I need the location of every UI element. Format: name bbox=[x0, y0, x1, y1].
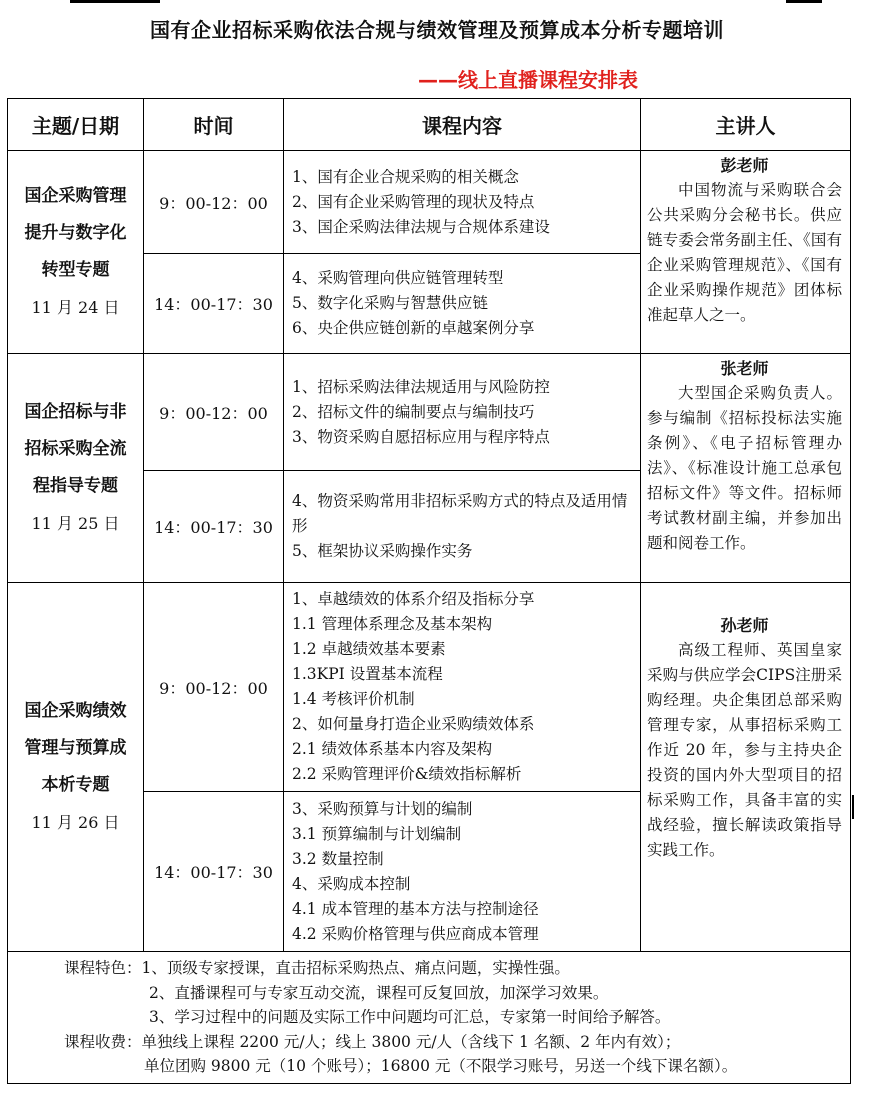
feature-item: 1、顶级专家授课，直击招标采购热点、痛点问题，实操性强。 bbox=[141, 959, 570, 977]
topic-line: 本析专题 bbox=[41, 775, 110, 795]
course-item: 4、采购管理向供应链管理转型 bbox=[292, 269, 504, 287]
column-header-teacher: 主讲人 bbox=[641, 99, 851, 151]
session-time: 14：00-17：30 bbox=[144, 471, 284, 583]
table-row bbox=[8, 583, 851, 792]
topic-line: 国企招标与非 bbox=[24, 402, 127, 422]
page-edge-mark-right bbox=[786, 0, 822, 3]
table-row bbox=[8, 151, 851, 254]
notes-row bbox=[8, 952, 851, 1084]
page-subtitle: ——线上直播课程安排表 bbox=[418, 68, 638, 92]
course-item: 2.1 绩效体系基本内容及架构 bbox=[292, 740, 493, 758]
session-content bbox=[284, 151, 641, 254]
course-item: 1、国有企业合规采购的相关概念 bbox=[292, 167, 519, 186]
topic-line: 管理与预算成 bbox=[24, 738, 127, 758]
session-content bbox=[284, 471, 641, 583]
course-item: 3.1 预算编制与计划编制 bbox=[292, 824, 462, 843]
topic-date: 11 月 25 日 bbox=[31, 514, 120, 533]
feature-item: 3、学习过程中的问题及实际工作中问题均可汇总，专家第一时间给予解答。 bbox=[149, 1008, 671, 1026]
course-item: 3.2 数量控制 bbox=[292, 849, 384, 868]
topic-line: 提升与数字化 bbox=[24, 223, 127, 243]
topic-date: 11 月 26 日 bbox=[31, 813, 120, 832]
fee-label: 课程收费： bbox=[64, 1032, 142, 1051]
session-time: 9：00-12：00 bbox=[144, 583, 284, 792]
session-content bbox=[284, 583, 641, 792]
fee-item: 单独线上课程 2200 元/人；线上 3800 元/人（含线下 1 名额、2 年内有效）； bbox=[141, 1032, 681, 1051]
column-header-time: 时间 bbox=[144, 99, 284, 151]
course-item: 1、卓越绩效的体系介绍及指标分享 bbox=[292, 590, 535, 608]
course-item: 3、采购预算与计划的编制 bbox=[292, 799, 473, 818]
teacher-bio: 大型国企采购负责人。参与编制《招标投标法实施条例》、《电子招标管理办法》、《标准设计施工总承包招标文件》等文件。招标师考试教材副主编，并参加出题和阅卷工作。 bbox=[647, 384, 842, 552]
page-title: 国有企业招标采购依法合规与绩效管理及预算成本分析专题培训 bbox=[150, 18, 724, 42]
cursor-mark bbox=[852, 795, 854, 819]
session-time: 9：00-12：00 bbox=[144, 354, 284, 471]
course-item: 1.2 卓越绩效基本要素 bbox=[292, 640, 446, 658]
table-header-row bbox=[8, 99, 851, 151]
session-time: 14：00-17：30 bbox=[144, 792, 284, 952]
topic-line: 招标采购全流 bbox=[24, 439, 127, 459]
course-item: 2.2 采购管理评价&绩效指标解析 bbox=[292, 765, 522, 783]
course-item: 4.2 采购价格管理与供应商成本管理 bbox=[292, 924, 539, 943]
course-item: 2、国有企业采购管理的现状及特点 bbox=[292, 192, 535, 211]
teacher-name: 孙老师 bbox=[720, 616, 769, 635]
teacher-cell bbox=[641, 583, 851, 952]
topic-cell bbox=[8, 151, 144, 354]
course-item: 2、如何量身打造企业采购绩效体系 bbox=[292, 715, 535, 733]
course-item: 5、框架协议采购操作实务 bbox=[292, 542, 473, 560]
column-header-topic: 主题/日期 bbox=[8, 99, 144, 151]
teacher-name: 张老师 bbox=[720, 359, 769, 378]
course-item: 5、数字化采购与智慧供应链 bbox=[292, 294, 488, 312]
course-item: 1、招标采购法律法规适用与风险防控 bbox=[292, 377, 550, 396]
feature-item: 2、直播课程可与专家互动交流，课程可反复回放，加深学习效果。 bbox=[149, 983, 609, 1002]
topic-line: 国企采购绩效 bbox=[24, 701, 127, 721]
course-item: 3、国企采购法律法规与合规体系建设 bbox=[292, 217, 550, 236]
column-header-content: 课程内容 bbox=[284, 99, 641, 151]
session-time: 9：00-12：00 bbox=[144, 151, 284, 254]
table-row bbox=[8, 354, 851, 471]
features-label: 课程特色： bbox=[64, 959, 142, 977]
features-line bbox=[14, 956, 846, 981]
fee-item: 单位团购 9800 元（10 个账号）；16800 元（不限学习账号，另送一个线下课名额）。 bbox=[144, 1057, 738, 1075]
topic-cell bbox=[8, 583, 144, 952]
course-item: 4、采购成本控制 bbox=[292, 874, 411, 893]
topic-line: 转型专题 bbox=[41, 260, 110, 280]
course-item: 3、物资采购自愿招标应用与程序特点 bbox=[292, 427, 550, 446]
fee-line bbox=[14, 1030, 846, 1055]
teacher-name: 彭老师 bbox=[720, 156, 769, 175]
session-content bbox=[284, 254, 641, 354]
course-item: 1.4 考核评价机制 bbox=[292, 690, 415, 708]
teacher-bio: 中国物流与采购联合会公共采购分会秘书长。供应链专委会常务副主任、《国有企业采购管理规范》、《国有企业采购操作规范》团体标准起草人之一。 bbox=[647, 181, 842, 324]
schedule-table bbox=[7, 98, 851, 1084]
course-item: 4、物资采购常用非招标采购方式的特点及适用情形 bbox=[292, 492, 628, 535]
teacher-bio: 高级工程师、英国皇家采购与供应学会CIPS注册采购经理。央企集团总部采购管理专家，从事招标采购工作近 20 年，参与主持央企投资的国内外大型项目的招标采购工作，具备丰富的实战经验，擅长解读政策指导实践工作。 bbox=[647, 641, 842, 859]
course-item: 1.1 管理体系理念及基本架构 bbox=[292, 615, 493, 633]
session-content bbox=[284, 354, 641, 471]
teacher-cell bbox=[641, 354, 851, 583]
teacher-cell bbox=[641, 151, 851, 354]
course-item: 4.1 成本管理的基本方法与控制途径 bbox=[292, 899, 539, 918]
topic-cell bbox=[8, 354, 144, 583]
topic-line: 国企采购管理 bbox=[24, 186, 127, 206]
topic-date: 11 月 24 日 bbox=[31, 298, 120, 317]
course-item: 1.3KPI 设置基本流程 bbox=[292, 665, 443, 683]
notes-cell bbox=[8, 952, 851, 1084]
session-time: 14：00-17：30 bbox=[144, 254, 284, 354]
course-item: 2、招标文件的编制要点与编制技巧 bbox=[292, 402, 535, 421]
page-edge-mark-left bbox=[70, 0, 160, 3]
course-item: 6、央企供应链创新的卓越案例分享 bbox=[292, 319, 535, 337]
topic-line: 程指导专题 bbox=[33, 476, 118, 496]
session-content bbox=[284, 792, 641, 952]
